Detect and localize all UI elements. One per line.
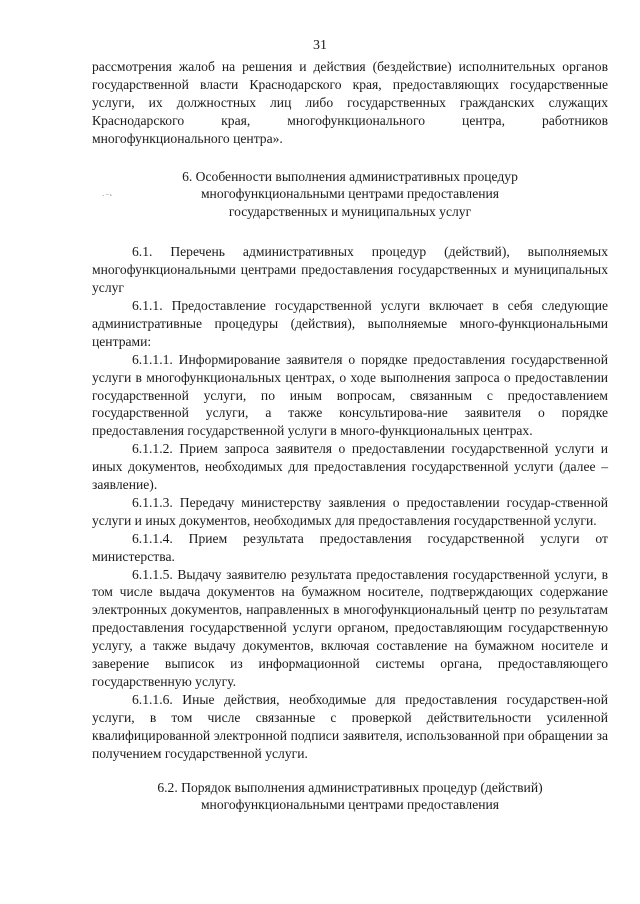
section-6-heading: 6. Особенности выполнения административных процедур многофункциональными центрами предоставления государственных и муниципальных услуг	[182, 168, 518, 220]
paragraph-6-1-1-5: 6.1.1.5. Выдачу заявителю результата предоставления государственной услуги, в том числе выдача документов на бумажном носителе, подтверждающих содержание электронных документов, направленных в многофункциональный центр по результатам предоставления государственной услуги органом, предоставляющим государственную услугу, а также выдачу документов, включая составление на бумажном носителе и заверение выписок из информационной системы органа, предоставляющего государственную услугу.	[92, 566, 608, 689]
section-6-2-heading: 6.2. Порядок выполнения административных процедур (действий) многофункциональными центрами предоставления	[157, 779, 543, 813]
section-6-1-title: 6.1. Перечень административных процедур (действий), выполняемых многофункциональными центрами предоставления государственных и муниципальных услуг	[92, 244, 608, 296]
intro-paragraph: рассмотрения жалоб на решения и действия (бездействие) исполнительных органов государственной власти Краснодарского края, предоставляющих государственные услуги, их должностных лиц либо государственных гражданских служащих Краснодарского края, многофункционального центра, работников многофункционального центра».	[92, 59, 608, 146]
spacer	[92, 221, 608, 243]
paragraph-6-1-1-1: 6.1.1.1. Информирование заявителя о порядке предоставления государственной услуги в многофункциональных центрах, о ходе выполнения запроса о предоставлении государственной услуги, по иным вопросам, связанным с предоставлением государственной услуги, а также консультирова-ние заявителя о порядке предоставления государственной услуги в много-функциональных центрах.	[92, 351, 608, 439]
paragraph-6-1-1-3: 6.1.1.3. Передачу министерству заявления о предоставлении государ-ственной услуги и иных документов, необходимых для предоставления государственной услуги.	[92, 494, 608, 528]
scan-artifact: ·⁻ˢ	[102, 192, 113, 200]
page-number: 31	[313, 38, 327, 53]
paragraph-6-1-1-6: 6.1.1.6. Иные действия, необходимые для предоставления государствен-ной услуги, в том числе связанные с проверкой действительности усиленной квалифицированной электронной подписи заявителя, использованной при обращении за получением государственной услуги.	[92, 691, 608, 761]
spacer	[92, 763, 608, 779]
document-body	[92, 58, 608, 814]
paragraph-6-1-1: 6.1.1. Предоставление государственной услуги включает в себя следующие административные процедуры (действия), выполняемые много-функциональными центрами:	[92, 297, 608, 349]
paragraph-6-1-1-2: 6.1.1.2. Прием запроса заявителя о предоставлении государственной услуги и иных документов, необходимых для предоставления государственной услуги (далее – заявление).	[92, 441, 608, 493]
paragraph-6-1-1-4: 6.1.1.4. Прием результата предоставления государственной услуги от министерства.	[92, 530, 608, 564]
spacer	[92, 148, 608, 168]
